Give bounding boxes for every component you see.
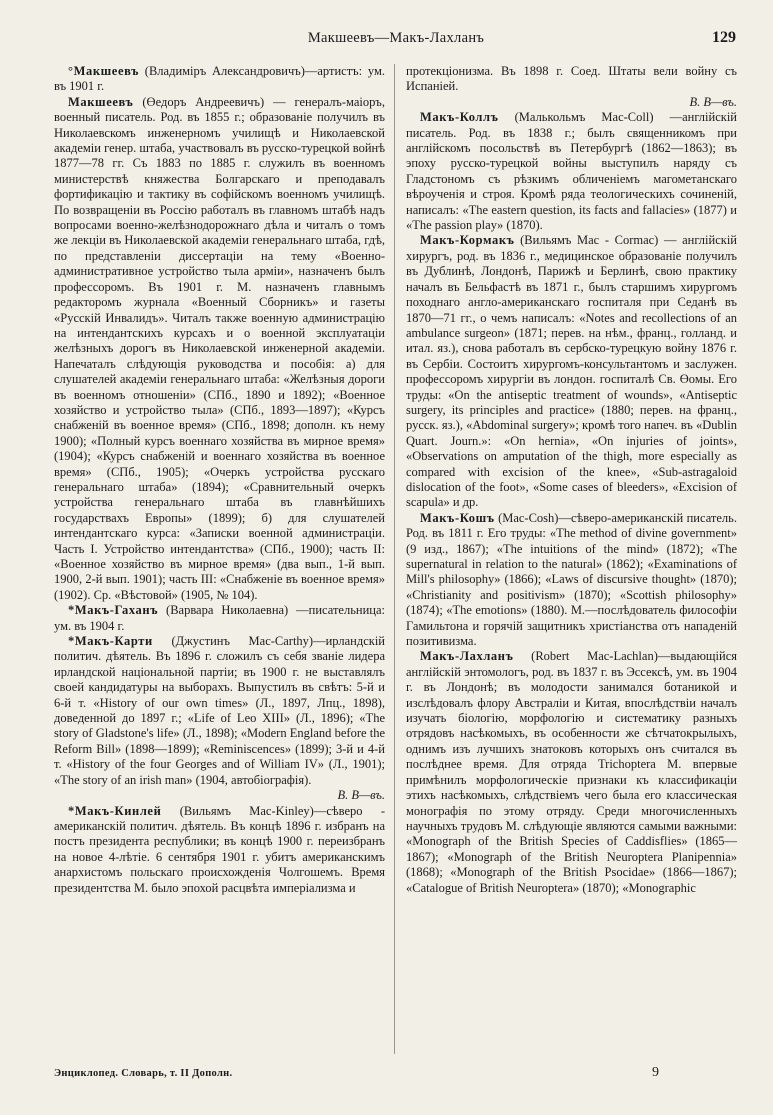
entry: [54, 64, 385, 95]
entry: [54, 634, 385, 803]
entry: [54, 95, 385, 603]
entry: [406, 511, 737, 650]
entry-headword: *Макъ-Гаханъ: [68, 603, 159, 618]
entry-text: (Малькольмъ Mac-Coll) —англійскій писатель. Род. въ 1838 г.; былъ священникомъ при англійскомъ посольствѣ въ Петербургѣ (1862—1863); въ эпоху русско-турецкой войны выступилъ наряду съ Гладстономъ съ рѣзкимъ обличеніемъ магометанскаго вѣроученія и строя. Кромѣ ряда теологическихъ сочиненій, написалъ: «The eastern question, its facts and fallacies» (1877) и «The passion play» (1870).: [406, 110, 737, 233]
entry-signature: В. В—въ.: [337, 788, 385, 803]
entry-headword: Макъ-Коллъ: [420, 110, 499, 125]
entry-headword: Макъ-Кормакъ: [420, 233, 515, 248]
entry-headword: Макъ-Лахланъ: [420, 649, 514, 664]
entry-text: (Владиміръ Александровичъ)—артистъ: ум. въ 1901 г.: [54, 64, 385, 94]
entry-text: (Өедоръ Андреевичъ) — генералъ-маіоръ, военный писатель. Род. въ 1855 г.; образованіе получилъ въ Николаевскомъ инженерномъ училищѣ и Николаевской академіи генер. штаба, участвовалъ въ русско-турецкой войнѣ 1877—78 гг. Съ 1883 по 1885 г. служилъ въ военномъ министерствѣ княжества Болгарскаго и преподавалъ фортификацію и тактику въ софійскомъ военномъ училищѣ. По возвращеніи въ Россію работалъ въ главномъ штабѣ надъ вопросами военно-желѣзнодорожнаго дѣла и читалъ о томъ же лекціи въ Николаевской академіи генеральнаго штаба, гдѣ, по представленіи диссертаціи на тему «Военно-административное устройство тыла арміи», назначенъ былъ профессоромъ. Въ 1901 г. М. назначенъ главнымъ редакторомъ журнала «Военный Сборникъ» и газеты «Русскій Инвалидъ». Читалъ также военную администрацію на интендантскихъ курсахъ и о военной эксплуатаціи желѣзныхъ дорогъ въ Николаевской инженерной академіи. Напечаталъ слѣдующія руководства и пособія: а) для слушателей академіи генеральнаго штаба: «Желѣзныя дороги въ военномъ отношеніи» (СПб., 1890 и 1892); «Военное хозяйство и устройство тыла» (СПб., 1893—1897); «Курсъ снабженій въ военное время» (СПб., 1898; дополн. къ нему 1900); «Полный курсъ военнаго хозяйства въ мирное время» (1904); «Курсъ снабженій и военнаго хозяйства въ военное время» (СПб., 1905); «Очеркъ устройства русскаго генеральнаго штаба» (1894); «Сравнительный очеркъ устройства генеральнаго штаба въ главнѣйшихъ государствахъ Европы» (1899); б) для слушателей интендантскаго курса: «Записки военной администраціи. Часть I. Устройство интендантства» (СПб., 1900); часть II: «Военное хозяйство въ мирное время» (два вып., 1-й вып. 1900, 2-й вып. 1901); часть III: «Снабженіе въ военное время» (1902). Ср. «Вѣстовой» (1905, № 104).: [54, 94, 385, 602]
entry: [54, 804, 385, 896]
entry: [406, 649, 737, 896]
entry: [406, 233, 737, 510]
entry: [54, 603, 385, 634]
entry-signature: В. В—въ.: [689, 94, 737, 109]
entry-headword: *Макъ-Кинлей: [68, 803, 162, 818]
entry-text: (Вильямъ Mac - Cormac) — англійскій хирургъ, род. въ 1836 г., медицинское образованіе получилъ въ Дублинѣ, Лондонѣ, Парижѣ и Берлинѣ, свою практику началъ въ Бельфастѣ въ 1871 г., былъ старшимъ хирургомъ походнаго англо-американскаго госпиталя при Седанѣ въ 1870—71 гг., о чемъ написалъ: «Notes and recollections of an ambulance surgeon» (1871; перев. на нѣм., франц., голланд. и итал. яз.), снова работалъ въ сербско-турецкую войну 1876 г. въ Сербіи. Состоитъ хирургомъ-консультантомъ и заслужен. профессоромъ хирургіи въ лондон. госпиталѣ Св. Өомы. Его труды: «On the antiseptic treatment of wounds», «Antiseptic surgery, its principles and practice» (1880; перев. на франц., русск. яз.), «Abdominal surgery»; кромѣ того напеч. въ «Dublin Quart. Journ.»: «On hernia», «On injuries of joints», «Observations on amputation of the thigh, more especially as compared with excision of the knee», «Sub-astragaloid dislocation of the foot», «Some cases of bleeders», «Excision of scapula» и др.: [406, 233, 737, 510]
printer-signature-mark: 9: [652, 1065, 659, 1080]
entry-text: (Джустинъ Mac-Carthy)—ирландскій политич. дѣятель. Въ 1896 г. сложилъ съ себя званіе лидера ирландской національной партіи; въ 1900 г. не выставлялъ своей кандидатуры на выборахъ. Выпустилъ въ свѣтъ: 5-й и 6-й т. «History of our own times» (Л., 1897, Лпц., 1898), доведенной до 1897 г.; «Life of Leo XIII» (Л., 1896); «The story of Gladstone's life» (Л., 1898); «Modern England before the Reform Bill» (1898—1899); «Reminiscences» (1899); 3-й и 4-й т. «History of the four Georges and of William IV» (Л., 1901); «The story of an irish man» (1904, автобіографія).: [54, 634, 385, 787]
entry-text: протекціонизма. Въ 1898 г. Соед. Штаты вели войну съ Испаніей.: [406, 64, 737, 94]
left-column: [54, 64, 385, 896]
entry-headword: Макшеевъ: [68, 94, 134, 109]
page-number: 129: [712, 29, 736, 46]
text-columns: [54, 64, 746, 1064]
entry-text: (Варвара Николаевна) —писательница: ум. въ 1904 г.: [54, 603, 385, 633]
page-header: [56, 30, 736, 52]
running-title: Макшеевъ—Макъ-Лахланъ: [307, 30, 485, 46]
entry-headword: Макъ-Кошъ: [420, 510, 495, 525]
entry-continuation: [406, 64, 737, 110]
entry-headword: *Макъ-Карти: [68, 634, 153, 649]
entry-text: (Mac-Cosh)—сѣверо-американскій писатель. Род. въ 1811 г. Его труды: «The method of divine government» (9 изд., 1867); «The intuitions of the mind» (1872); «The supernatural in relation to the natural» (1862); «Examinations of Mill's philosophy» (1866); «Laws of discursive thought» (1870); «Christianity and positivism» (1870); «Scottish philosophy» (1874); «The emotions» (1880). М.—послѣдователь философіи Гамильтона и горячій защитникъ христіанства отъ нападеній позитивизма.: [406, 510, 737, 649]
entry-headword: °Макшеевъ: [68, 64, 140, 78]
entry-text: (Вильямъ Mac-Kinley)—сѣверо - американскій политич. дѣятель. Въ концѣ 1896 г. избранъ на постъ президента республики; въ концѣ 1900 г. переизбранъ на новое 4-лѣтіе. 6 сентября 1901 г. убитъ американскимъ анархистомъ польскаго происхожденія Чолгошемъ. Время президентства М. было эпохой расцвѣта имперіализма и: [54, 803, 385, 895]
footer-imprint: Энциклопед. Словарь, т. II Дополн.: [54, 1068, 233, 1079]
page-footer: [54, 1065, 746, 1085]
right-column: [406, 64, 737, 896]
entry-text: (Robert Mac-Lachlan)—выдающійся англійскій энтомологъ, род. въ 1837 г. въ Эссексѣ, ум. въ 1904 г. въ Лондонѣ; въ молодости занимался ботаникой и изслѣдовалъ флору Австраліи и Китая, впослѣдствіи началъ изучать біологію, морфологію и систематику разныхъ отрядовъ насѣкомыхъ, въ особенности же сѣтчатокрылыхъ, однимъ изъ лучшихъ знатоковъ которыхъ онъ считался въ послѣднее время. Для отряда Trichoptera М. впервые примѣнилъ морфологическіе признаки къ классификаціи этихъ насѣкомыхъ, слѣдствіемъ чего была его классическая монографія по этому отряду. Среди многочисленныхъ научныхъ трудовъ М. слѣдующіе являются самыми важными: «Monograph of the British Species of Caddisflies» (1865—1867); «Monograph of the British Neuroptera Planipennia» (1868); «Monograph of the British Psocidae» (1866—1867); «Catalogue of British Neuroptera» (1870); «Monographic: [406, 649, 737, 895]
entry: [406, 110, 737, 233]
